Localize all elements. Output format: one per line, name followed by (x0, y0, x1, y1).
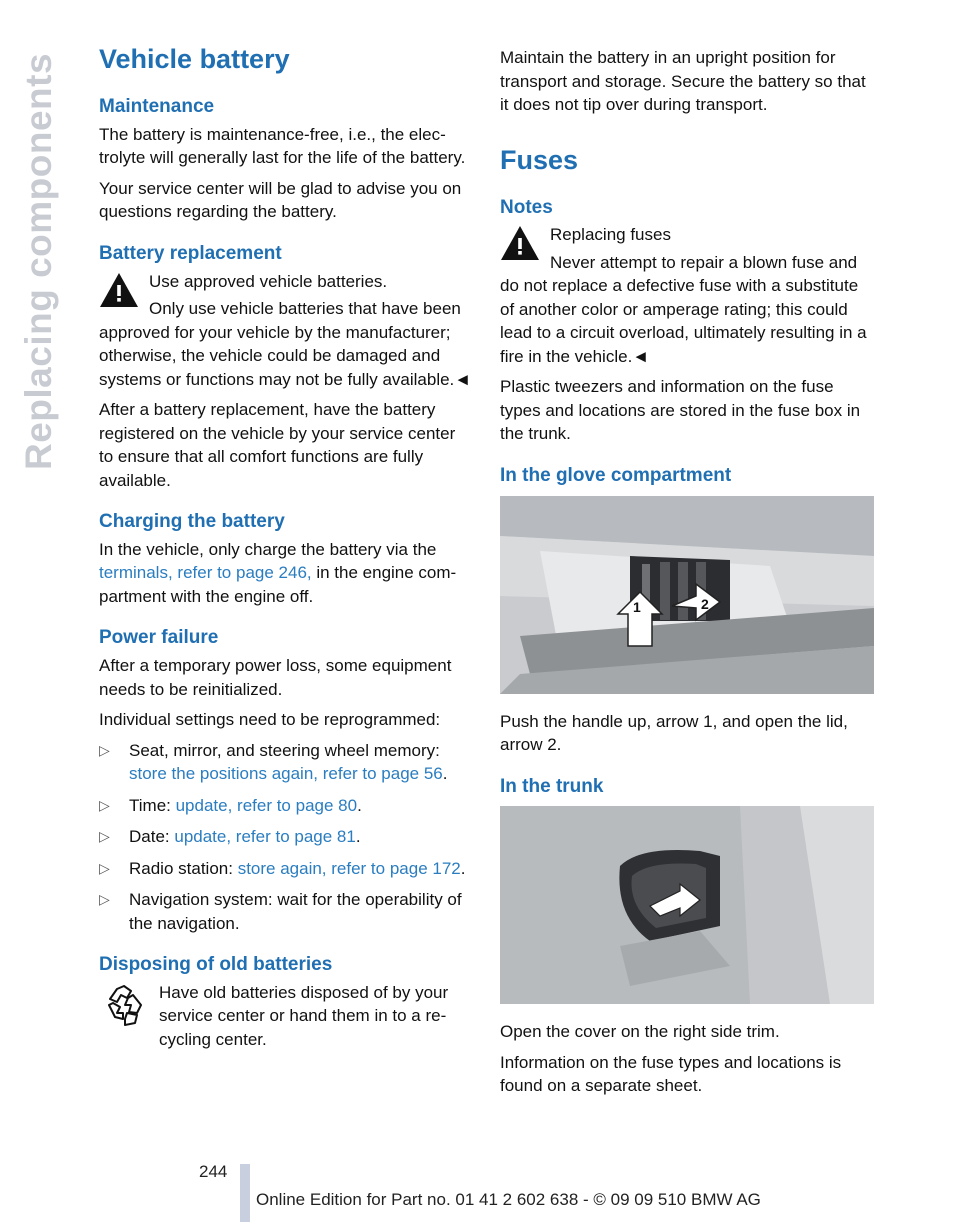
fuse-warning (500, 223, 874, 368)
glove-compartment-heading: In the glove compartment (500, 464, 732, 486)
bullet-icon: ▷ (99, 828, 110, 845)
list-item-text: Radio station: (129, 858, 238, 878)
list-item-end: . (355, 827, 361, 847)
list-item-text: Date: (129, 827, 175, 847)
glove-caption: Push the handle up, arrow 1, and open the lid, arrow 2. (500, 711, 848, 755)
date-link[interactable]: update, refer to page 81 (174, 827, 356, 847)
edition-footer: Online Edition for Part no. 01 41 2 602 638 - © 09 09 510 BMW AG (256, 1190, 761, 1209)
charging-text-end: in the engine compartment with the engine off. (99, 563, 457, 606)
power-failure-paragraph-1: After a temporary power loss, some equipment needs to be reinitialized. (99, 656, 452, 699)
trunk-image (500, 806, 874, 1004)
page-number: 244 (199, 1162, 228, 1181)
time-link[interactable]: update, refer to page 80 (175, 795, 358, 815)
list-item (99, 794, 474, 818)
charging-heading: Charging the battery (99, 511, 285, 533)
disposing-heading: Disposing of old batteries (99, 954, 333, 976)
trunk-section (500, 775, 874, 1098)
charging-section (99, 510, 474, 608)
section-title-fuses: Fuses (500, 144, 579, 175)
list-item-end: . (357, 795, 362, 815)
terminals-link[interactable]: terminals, refer to page 246, (99, 563, 312, 583)
trunk-caption-1: Open the cover on the right side trim. (500, 1022, 780, 1042)
glove-compartment-image (500, 496, 874, 694)
maintenance-paragraph-1: The battery is maintenance-free, i.e., the electrolyte will generally last for the life of the battery. (99, 124, 466, 168)
fuse-warning-body: Never attempt to repair a blown fuse and do not replace a defective fuse with a substitute of another color or amperage rating; this could lead to a circuit overload, ultimately resulting in a fire in the vehicle.◄ (500, 252, 867, 366)
fuse-warning-line1: Replacing fuses (550, 225, 671, 245)
disposing-paragraph: Have old batteries disposed of by your service center or hand them in to a recycling center. (159, 982, 449, 1049)
trunk-heading: In the trunk (500, 775, 604, 797)
maintenance-paragraph-2: Your service center will be glad to advise you on questions regarding the battery. (99, 178, 462, 222)
transport-paragraph: Maintain the battery in an upright position for transport and storage. Secure the battery so that it does not tip over during transport. (500, 48, 866, 114)
list-item-text: Navigation system: wait for the operability of the navigation. (129, 890, 462, 933)
list-item-end: . (442, 764, 448, 784)
maintenance-section (99, 95, 474, 224)
arrow-1-label: 1 (633, 598, 641, 615)
section-title-vehicle-battery: Vehicle battery (99, 44, 290, 74)
battery-replacement-heading: Battery replacement (99, 242, 282, 264)
glove-compartment-section (500, 464, 874, 757)
disposing-section (99, 953, 474, 1051)
list-item (99, 825, 474, 849)
footer-bar (240, 1164, 250, 1222)
reprogram-list (99, 739, 474, 936)
charging-text: In the vehicle, only charge the battery via the (99, 539, 437, 559)
list-item (99, 739, 474, 786)
radio-link[interactable]: store again, refer to page 172 (237, 858, 461, 878)
power-failure-paragraph-2: Individual settings need to be reprogrammed: (99, 710, 441, 730)
charging-paragraph (99, 538, 474, 609)
recycle-icon (101, 983, 147, 1029)
right-column (500, 46, 874, 1105)
bullet-icon: ▷ (99, 891, 110, 908)
warning-icon (99, 272, 139, 308)
battery-replacement-paragraph: After a battery replacement, have the battery registered on the vehicle by your service center to ensure that all comfort functions are fully available. (99, 400, 456, 490)
list-item-end: . (460, 858, 466, 878)
power-failure-heading: Power failure (99, 627, 219, 649)
sidebar-chapter-title (14, 40, 64, 480)
chapter-title-text: Replacing components (18, 52, 59, 470)
memory-link[interactable]: store the positions again, refer to page 56 (129, 764, 443, 784)
bullet-icon: ▷ (99, 796, 110, 813)
battery-warning-line1: Use approved vehicle batteries. (149, 271, 388, 291)
trunk-caption-2: Information on the fuse types and locations is found on a separate sheet. (500, 1052, 842, 1096)
list-item-text: Time: (129, 795, 176, 815)
battery-warning-body: Only use vehicle batteries that have been approved for your vehicle by the manufacturer; otherwise, the vehicle could be damaged and systems or functions may not be fully available.◄ (99, 299, 472, 389)
list-item (99, 888, 474, 935)
left-column (99, 44, 474, 1058)
list-item (99, 857, 474, 881)
list-item-text: Seat, mirror, and steering wheel memory: (129, 740, 440, 760)
arrow-2-label: 2 (701, 595, 709, 612)
warning-icon (500, 225, 540, 261)
notes-heading: Notes (500, 196, 553, 218)
battery-warning (99, 270, 474, 392)
bullet-icon: ▷ (99, 859, 110, 876)
notes-section (500, 196, 874, 446)
maintenance-heading: Maintenance (99, 96, 215, 118)
bullet-icon: ▷ (99, 741, 110, 758)
power-failure-section (99, 626, 474, 935)
tweezers-paragraph: Plastic tweezers and information on the fuse types and locations are stored in the fuse box in the trunk. (500, 377, 861, 444)
battery-replacement-section (99, 242, 474, 492)
